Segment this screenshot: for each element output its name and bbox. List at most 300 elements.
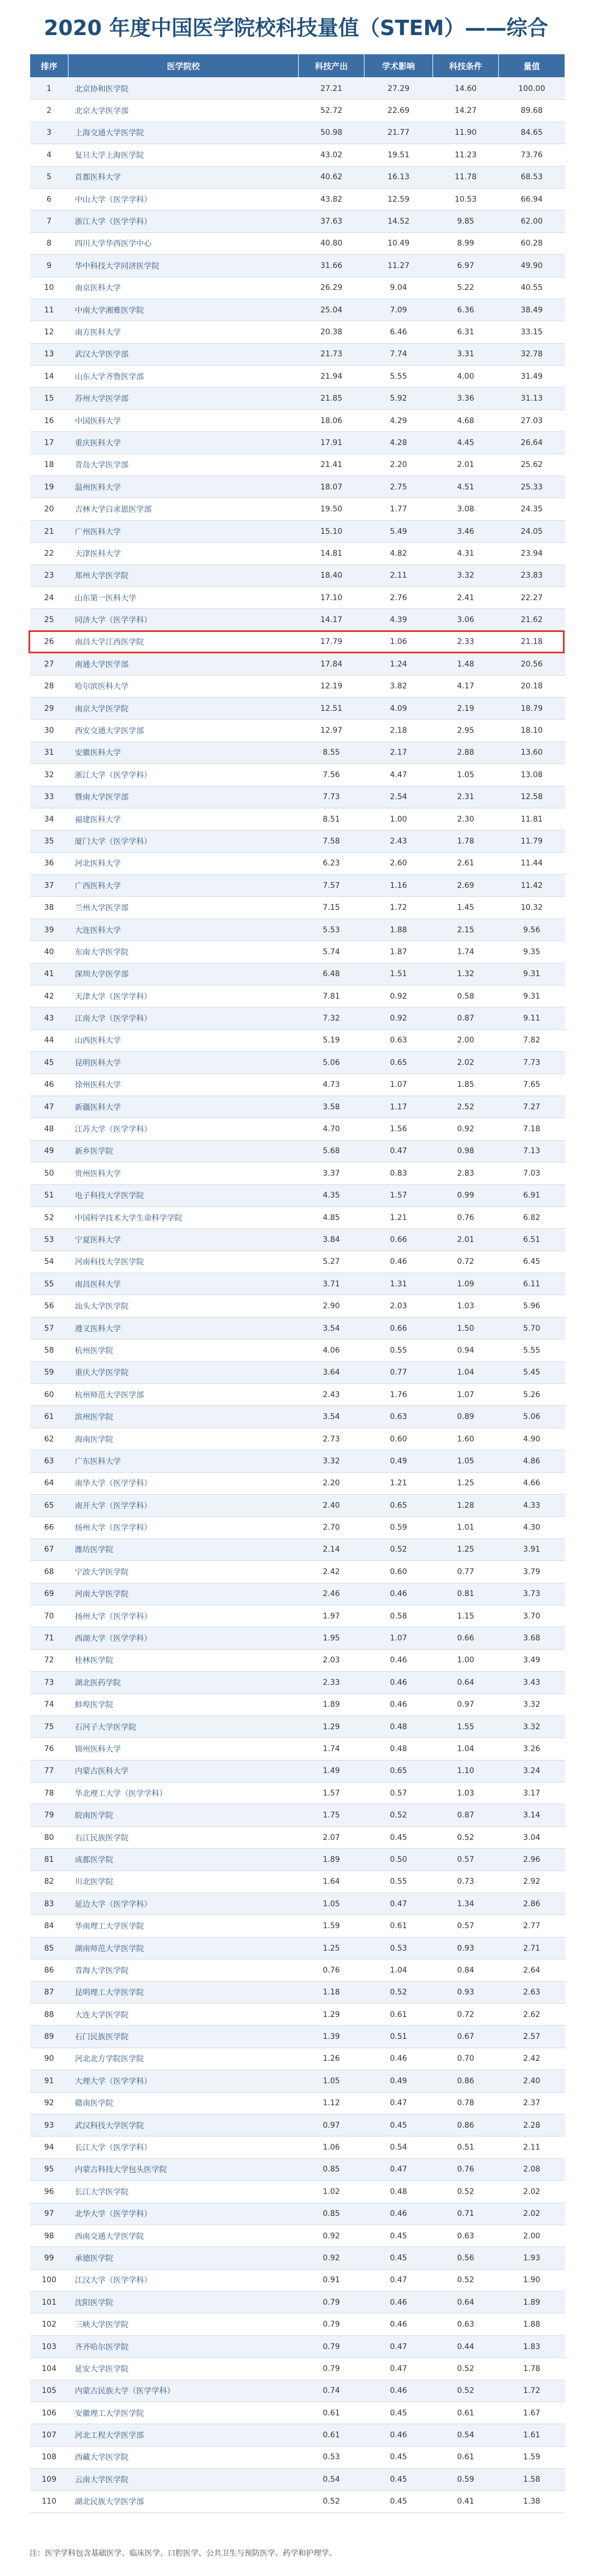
cell-total: 2.62: [499, 2003, 565, 2025]
cell-rank: 49: [30, 1140, 69, 1162]
cell-school: 东南大学医学院: [69, 941, 299, 963]
cell-rank: 24: [30, 586, 69, 608]
cell-influence: 0.47: [365, 2335, 433, 2357]
cell-rank: 16: [30, 409, 69, 431]
cell-condition: 0.57: [433, 1849, 499, 1871]
cell-school: 昆明理工大学医学院: [69, 1981, 299, 2003]
cell-condition: 3.31: [433, 343, 499, 365]
cell-output: 2.73: [299, 1428, 365, 1450]
table-row: [30, 520, 565, 542]
cell-influence: 2.17: [365, 742, 433, 763]
table-row: [30, 1804, 565, 1826]
cell-condition: 0.78: [433, 2092, 499, 2114]
cell-influence: 1.07: [365, 1627, 433, 1649]
cell-condition: 0.93: [433, 1937, 499, 1959]
cell-total: 2.92: [499, 1871, 565, 1893]
table-row: [30, 1517, 565, 1538]
cell-rank: 18: [30, 454, 69, 476]
cell-total: 22.27: [499, 586, 565, 608]
table-row: [30, 720, 565, 742]
cell-total: 2.77: [499, 1915, 565, 1937]
cell-output: 17.84: [299, 653, 365, 675]
table-row: [30, 1782, 565, 1804]
cell-output: 2.07: [299, 1826, 365, 1848]
cell-rank: 95: [30, 2158, 69, 2180]
cell-output: 0.74: [299, 2380, 365, 2402]
cell-output: 21.41: [299, 454, 365, 476]
cell-total: 21.18: [499, 631, 565, 653]
cell-condition: 11.23: [433, 144, 499, 166]
cell-rank: 107: [30, 2424, 69, 2446]
cell-output: 0.61: [299, 2402, 365, 2424]
cell-condition: 11.78: [433, 166, 499, 188]
table-row: [30, 1826, 565, 1848]
cell-condition: 0.76: [433, 1206, 499, 1228]
cell-condition: 1.25: [433, 1472, 499, 1494]
cell-influence: 1.87: [365, 941, 433, 963]
cell-school: 复旦大学上海医学院: [69, 144, 299, 166]
table-row: [30, 1649, 565, 1671]
cell-condition: 4.68: [433, 409, 499, 431]
cell-rank: 58: [30, 1340, 69, 1361]
cell-total: 33.15: [499, 321, 565, 343]
cell-influence: 2.03: [365, 1295, 433, 1317]
cell-output: 5.68: [299, 1140, 365, 1162]
cell-rank: 39: [30, 919, 69, 941]
table-row: [30, 2446, 565, 2468]
cell-condition: 0.89: [433, 1406, 499, 1428]
cell-output: 0.79: [299, 2358, 365, 2380]
cell-total: 60.28: [499, 232, 565, 254]
cell-condition: 2.41: [433, 586, 499, 608]
cell-condition: 0.52: [433, 2181, 499, 2203]
table-row: [30, 852, 565, 874]
cell-total: 7.82: [499, 1029, 565, 1051]
cell-total: 3.32: [499, 1694, 565, 1716]
cell-total: 9.31: [499, 963, 565, 985]
cell-total: 2.11: [499, 2136, 565, 2158]
cell-rank: 65: [30, 1495, 69, 1517]
cell-influence: 1.88: [365, 919, 433, 941]
cell-condition: 0.57: [433, 1915, 499, 1937]
cell-condition: 1.05: [433, 764, 499, 786]
cell-rank: 101: [30, 2292, 69, 2313]
table-row: [30, 697, 565, 719]
cell-output: 0.61: [299, 2424, 365, 2446]
cell-rank: 34: [30, 808, 69, 830]
cell-rank: 50: [30, 1162, 69, 1184]
cell-rank: 70: [30, 1605, 69, 1627]
cell-rank: 57: [30, 1317, 69, 1339]
cell-condition: 14.60: [433, 78, 499, 100]
cell-total: 1.38: [499, 2490, 565, 2512]
cell-influence: 19.51: [365, 144, 433, 166]
cell-condition: 11.90: [433, 122, 499, 144]
cell-school: 华中科技大学同济医学院: [69, 255, 299, 277]
table-row: [30, 1738, 565, 1760]
cell-influence: 0.58: [365, 1605, 433, 1627]
cell-condition: 3.46: [433, 520, 499, 542]
cell-school: 河北北方学院医学院: [69, 2048, 299, 2070]
table-row: [30, 830, 565, 852]
cell-school: 杭州师范大学医学部: [69, 1384, 299, 1406]
cell-rank: 6: [30, 188, 69, 210]
cell-influence: 0.46: [365, 2292, 433, 2313]
cell-total: 1.89: [499, 2292, 565, 2313]
cell-total: 3.68: [499, 1627, 565, 1649]
cell-condition: 14.27: [433, 100, 499, 122]
cell-total: 3.43: [499, 1672, 565, 1694]
table-row: [30, 2247, 565, 2269]
cell-output: 1.06: [299, 2136, 365, 2158]
table-row: [30, 963, 565, 985]
cell-output: 18.06: [299, 409, 365, 431]
cell-influence: 16.13: [365, 166, 433, 188]
cell-rank: 98: [30, 2225, 69, 2247]
cell-influence: 0.54: [365, 2136, 433, 2158]
cell-total: 1.83: [499, 2335, 565, 2357]
cell-influence: 2.54: [365, 786, 433, 808]
cell-condition: 0.77: [433, 1561, 499, 1583]
cell-condition: 2.01: [433, 1229, 499, 1251]
cell-output: 7.15: [299, 897, 365, 919]
cell-total: 1.90: [499, 2269, 565, 2291]
cell-rank: 77: [30, 1760, 69, 1782]
cell-output: 0.92: [299, 2225, 365, 2247]
cell-influence: 0.47: [365, 2269, 433, 2291]
table-row: [30, 78, 565, 100]
cell-rank: 99: [30, 2247, 69, 2269]
cell-output: 37.63: [299, 210, 365, 232]
table-row: [30, 2203, 565, 2225]
cell-influence: 1.00: [365, 808, 433, 830]
table-row: [30, 919, 565, 941]
table-row: [30, 808, 565, 830]
cell-school: 南京医科大学: [69, 277, 299, 299]
cell-rank: 12: [30, 321, 69, 343]
cell-output: 12.51: [299, 697, 365, 719]
cell-condition: 0.94: [433, 1340, 499, 1361]
cell-condition: 3.36: [433, 387, 499, 409]
cell-condition: 0.87: [433, 1804, 499, 1826]
cell-condition: 2.52: [433, 1096, 499, 1118]
table-row: [30, 387, 565, 409]
table-row: [30, 1849, 565, 1871]
cell-school: 川北医学院: [69, 1871, 299, 1893]
cell-rank: 94: [30, 2136, 69, 2158]
cell-rank: 42: [30, 985, 69, 1007]
cell-condition: 2.83: [433, 1162, 499, 1184]
cell-condition: 3.06: [433, 609, 499, 631]
cell-condition: 0.51: [433, 2136, 499, 2158]
table-row: [30, 100, 565, 122]
table-row: [30, 1384, 565, 1406]
cell-school: 湖北民族大学医学部: [69, 2490, 299, 2512]
cell-school: 云南大学医学院: [69, 2469, 299, 2490]
cell-total: 9.35: [499, 941, 565, 963]
cell-total: 7.65: [499, 1074, 565, 1096]
cell-school: 首都医科大学: [69, 166, 299, 188]
cell-total: 20.18: [499, 675, 565, 697]
cell-rank: 73: [30, 1672, 69, 1694]
cell-influence: 0.49: [365, 1450, 433, 1472]
cell-influence: 0.46: [365, 2380, 433, 2402]
cell-influence: 0.46: [365, 1649, 433, 1671]
cell-total: 4.33: [499, 1495, 565, 1517]
cell-school: 苏州大学医学部: [69, 387, 299, 409]
cell-total: 3.17: [499, 1782, 565, 1804]
cell-school: 成都医学院: [69, 1849, 299, 1871]
cell-total: 49.90: [499, 255, 565, 277]
cell-output: 2.70: [299, 1517, 365, 1538]
cell-output: 18.07: [299, 476, 365, 498]
cell-rank: 72: [30, 1649, 69, 1671]
cell-output: 5.27: [299, 1251, 365, 1273]
table-row: [30, 188, 565, 210]
cell-condition: 8.99: [433, 232, 499, 254]
cell-influence: 0.45: [365, 2469, 433, 2490]
table-row: [30, 2158, 565, 2180]
cell-condition: 1.09: [433, 1273, 499, 1295]
cell-output: 26.29: [299, 277, 365, 299]
cell-rank: 78: [30, 1782, 69, 1804]
cell-rank: 17: [30, 432, 69, 454]
cell-rank: 74: [30, 1694, 69, 1716]
cell-total: 2.02: [499, 2181, 565, 2203]
cell-rank: 64: [30, 1472, 69, 1494]
cell-influence: 1.17: [365, 1096, 433, 1118]
cell-rank: 3: [30, 122, 69, 144]
cell-influence: 0.47: [365, 2358, 433, 2380]
table-row: [30, 2292, 565, 2313]
cell-output: 6.23: [299, 852, 365, 874]
cell-output: 0.76: [299, 1959, 365, 1981]
cell-total: 2.96: [499, 1849, 565, 1871]
table-row: [30, 2469, 565, 2490]
cell-total: 31.13: [499, 387, 565, 409]
cell-output: 6.48: [299, 963, 365, 985]
cell-school: 南京大学医学院: [69, 697, 299, 719]
cell-condition: 1.50: [433, 1317, 499, 1339]
table-row: [30, 1229, 565, 1251]
cell-rank: 92: [30, 2092, 69, 2114]
cell-condition: 1.32: [433, 963, 499, 985]
cell-total: 12.58: [499, 786, 565, 808]
cell-rank: 71: [30, 1627, 69, 1649]
cell-influence: 0.46: [365, 2048, 433, 2070]
cell-influence: 0.52: [365, 1804, 433, 1826]
table-row: [30, 1206, 565, 1228]
cell-output: 0.79: [299, 2313, 365, 2335]
table-row: [30, 1118, 565, 1140]
cell-influence: 14.52: [365, 210, 433, 232]
cell-rank: 88: [30, 2003, 69, 2025]
table-row: [30, 299, 565, 321]
cell-condition: 0.61: [433, 2446, 499, 2468]
cell-rank: 27: [30, 653, 69, 675]
cell-rank: 28: [30, 675, 69, 697]
cell-condition: 0.52: [433, 2269, 499, 2291]
cell-rank: 84: [30, 1915, 69, 1937]
cell-total: 6.51: [499, 1229, 565, 1251]
table-row: [30, 1605, 565, 1627]
cell-output: 4.35: [299, 1184, 365, 1206]
cell-influence: 10.49: [365, 232, 433, 254]
cell-total: 3.32: [499, 1716, 565, 1737]
cell-school: 南开大学（医学学科）: [69, 1495, 299, 1517]
table-row: [30, 321, 565, 343]
cell-total: 2.86: [499, 1893, 565, 1915]
cell-total: 7.03: [499, 1162, 565, 1184]
cell-influence: 0.59: [365, 1517, 433, 1538]
cell-output: 14.81: [299, 543, 365, 565]
cell-condition: 4.00: [433, 366, 499, 387]
cell-output: 8.51: [299, 808, 365, 830]
cell-condition: 9.85: [433, 210, 499, 232]
cell-output: 3.37: [299, 1162, 365, 1184]
cell-total: 9.11: [499, 1007, 565, 1029]
cell-school: 海南医学院: [69, 1428, 299, 1450]
cell-influence: 0.47: [365, 2092, 433, 2114]
cell-influence: 0.45: [365, 2490, 433, 2512]
cell-influence: 2.75: [365, 476, 433, 498]
cell-condition: 4.51: [433, 476, 499, 498]
cell-school: 大连大学医学院: [69, 2003, 299, 2025]
cell-influence: 2.43: [365, 830, 433, 852]
cell-influence: 0.47: [365, 1893, 433, 1915]
cell-total: 2.28: [499, 2114, 565, 2136]
cell-condition: 1.07: [433, 1384, 499, 1406]
cell-condition: 1.03: [433, 1295, 499, 1317]
table-row: [30, 1583, 565, 1605]
cell-total: 2.64: [499, 1959, 565, 1981]
cell-influence: 0.92: [365, 985, 433, 1007]
cell-rank: 100: [30, 2269, 69, 2291]
cell-rank: 51: [30, 1184, 69, 1206]
cell-school: 新疆医科大学: [69, 1096, 299, 1118]
cell-school: 延安大学医学院: [69, 2358, 299, 2380]
cell-school: 江南大学（医学学科）: [69, 1007, 299, 1029]
cell-output: 1.25: [299, 1937, 365, 1959]
cell-school: 南方医科大学: [69, 321, 299, 343]
table-row: [30, 144, 565, 166]
cell-influence: 4.39: [365, 609, 433, 631]
cell-influence: 0.61: [365, 1915, 433, 1937]
cell-influence: 0.52: [365, 1981, 433, 2003]
cell-rank: 59: [30, 1361, 69, 1383]
cell-rank: 108: [30, 2446, 69, 2468]
cell-school: 石门民族医学院: [69, 2026, 299, 2048]
cell-school: 浙江大学（医学学科）: [69, 210, 299, 232]
cell-school: 南昌大学江西医学院: [69, 631, 299, 653]
cell-influence: 2.20: [365, 454, 433, 476]
cell-rank: 87: [30, 1981, 69, 2003]
table-row: [30, 2269, 565, 2291]
table-row: [30, 1981, 565, 2003]
cell-condition: 0.64: [433, 2292, 499, 2313]
table-row: [30, 675, 565, 697]
cell-influence: 0.65: [365, 1052, 433, 1074]
cell-rank: 63: [30, 1450, 69, 1472]
cell-rank: 5: [30, 166, 69, 188]
cell-condition: 1.25: [433, 1538, 499, 1560]
cell-influence: 12.59: [365, 188, 433, 210]
cell-school: 安徽医科大学: [69, 742, 299, 763]
cell-output: 7.32: [299, 1007, 365, 1029]
cell-influence: 5.92: [365, 387, 433, 409]
cell-rank: 2: [30, 100, 69, 122]
cell-influence: 0.45: [365, 2247, 433, 2269]
cell-school: 宁夏医科大学: [69, 1229, 299, 1251]
cell-output: 52.72: [299, 100, 365, 122]
cell-influence: 5.49: [365, 520, 433, 542]
cell-output: 2.42: [299, 1561, 365, 1583]
cell-output: 8.55: [299, 742, 365, 763]
cell-school: 广西医科大学: [69, 875, 299, 897]
table-row: [30, 2335, 565, 2357]
cell-output: 17.79: [299, 631, 365, 653]
cell-output: 1.12: [299, 2092, 365, 2114]
table-row: [30, 1406, 565, 1428]
cell-influence: 0.66: [365, 1229, 433, 1251]
cell-output: 5.06: [299, 1052, 365, 1074]
cell-rank: 25: [30, 609, 69, 631]
table-body: [30, 78, 565, 2513]
cell-condition: 0.86: [433, 2070, 499, 2092]
table-row: [30, 565, 565, 586]
cell-school: 郑州大学医学院: [69, 565, 299, 586]
cell-school: 滨州医学院: [69, 1406, 299, 1428]
cell-output: 21.73: [299, 343, 365, 365]
cell-output: 2.90: [299, 1295, 365, 1317]
cell-rank: 29: [30, 697, 69, 719]
cell-rank: 90: [30, 2048, 69, 2070]
header-influence: 学术影响: [365, 54, 433, 78]
cell-output: 3.32: [299, 1450, 365, 1472]
table-row: [30, 1251, 565, 1273]
table-row: [30, 343, 565, 365]
cell-school: 中山大学（医学学科）: [69, 188, 299, 210]
table-row: [30, 1074, 565, 1096]
table-row: [30, 2380, 565, 2402]
cell-total: 4.66: [499, 1472, 565, 1494]
table-row: [30, 1472, 565, 1494]
cell-rank: 35: [30, 830, 69, 852]
cell-influence: 2.76: [365, 586, 433, 608]
cell-influence: 0.60: [365, 1428, 433, 1450]
cell-school: 内蒙古民族大学（医学学科）: [69, 2380, 299, 2402]
cell-school: 武汉大学医学部: [69, 343, 299, 365]
cell-condition: 2.30: [433, 808, 499, 830]
cell-total: 13.60: [499, 742, 565, 763]
cell-influence: 1.24: [365, 653, 433, 675]
cell-school: 同济大学（医学学科）: [69, 609, 299, 631]
cell-rank: 102: [30, 2313, 69, 2335]
cell-output: 4.70: [299, 1118, 365, 1140]
cell-rank: 37: [30, 875, 69, 897]
cell-influence: 4.82: [365, 543, 433, 565]
header-condition: 科技条件: [433, 54, 499, 78]
cell-total: 27.03: [499, 409, 565, 431]
cell-output: 0.79: [299, 2335, 365, 2357]
cell-school: 四川大学华西医学中心: [69, 232, 299, 254]
cell-influence: 22.69: [365, 100, 433, 122]
cell-total: 24.35: [499, 498, 565, 520]
cell-rank: 11: [30, 299, 69, 321]
cell-influence: 4.47: [365, 764, 433, 786]
cell-rank: 26: [30, 631, 69, 653]
cell-output: 14.17: [299, 609, 365, 631]
